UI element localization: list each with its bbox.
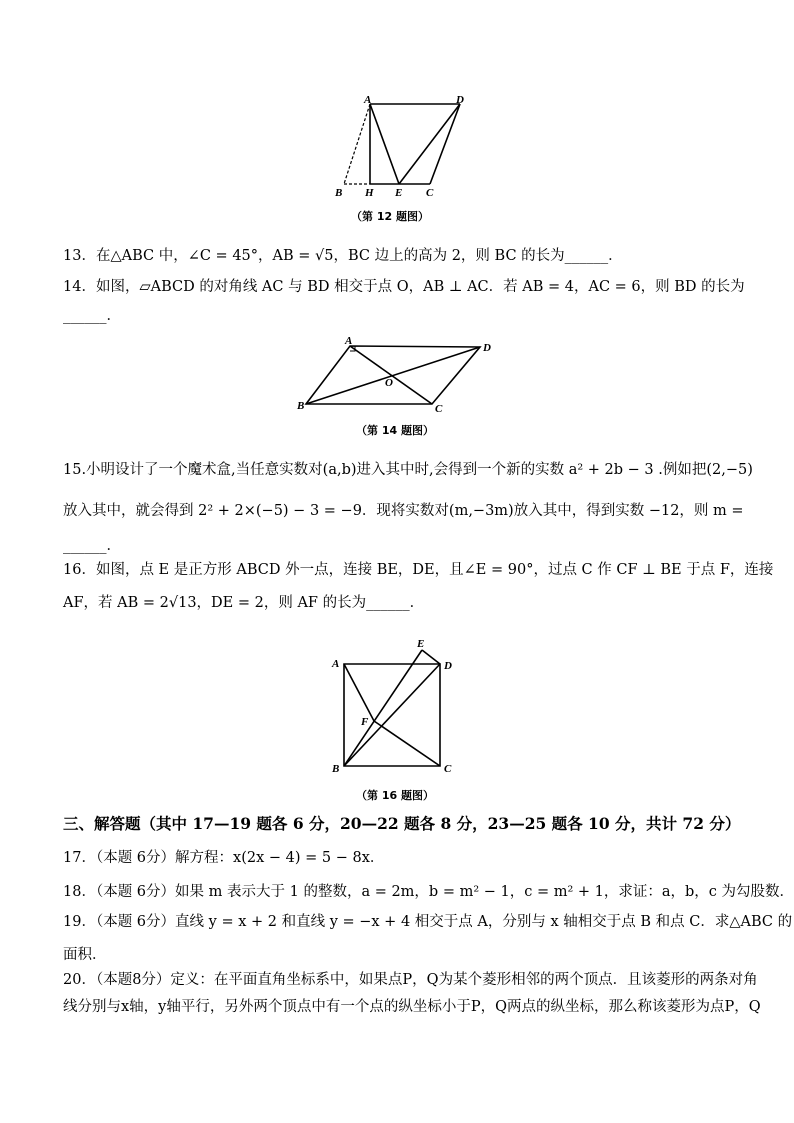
label-A: A: [364, 94, 372, 106]
seg-DE: [399, 104, 460, 184]
label-B: B: [335, 187, 343, 199]
label-B: B: [332, 763, 340, 775]
diagonal-BD: [306, 347, 480, 404]
figure-14: [290, 334, 500, 414]
seg-BE: [344, 650, 422, 766]
caption-fig12: （第 12 题图）: [351, 210, 429, 223]
label-F: F: [361, 716, 369, 728]
label-A: A: [332, 658, 340, 670]
seg-DC: [430, 104, 460, 184]
seg-BD: [344, 664, 440, 766]
caption-fig16: （第 16 题图）: [356, 789, 434, 802]
seg-AB-dashed: [344, 104, 370, 184]
label-C: C: [435, 403, 443, 414]
label-D: D: [456, 94, 464, 106]
figure-12: [320, 94, 480, 204]
diagonal-AC: [350, 346, 432, 404]
question-17: 17．（本题 6分）解方程：x(2x − 4) = 5 − 8x．: [63, 850, 385, 866]
label-B: B: [297, 400, 305, 412]
label-D: D: [483, 342, 491, 354]
label-A: A: [345, 335, 353, 347]
question-20-line2: 线分别与x轴，y轴平行，另外两个顶点中有一个点的纵坐标小于P，Q两点的纵坐标，那么称该菱形为点P，Q: [63, 999, 761, 1015]
question-15-line1: 15.小明设计了一个魔术盒,当任意实数对(a,b)进入其中时,会得到一个新的实数 a² + 2b − 3 .例如把(2,−5): [63, 462, 753, 478]
question-15-line2: 放入其中，就会得到 2² + 2×(−5) − 3 = −9．现将实数对(m,−3m)放入其中，得到实数 −12，则 m =: [63, 503, 744, 519]
label-H: H: [365, 187, 374, 199]
label-O: O: [385, 377, 393, 389]
seg-AE: [370, 104, 399, 184]
caption-fig14: （第 14 题图）: [356, 424, 434, 437]
section-3-heading: 三、解答题（其中 17—19 题各 6 分，20—22 题各 8 分，23—25 题各 10 分，共计 72 分）: [63, 814, 741, 833]
question-14-line1: 14．如图，▱ABCD 的对角线 AC 与 BD 相交于点 O，AB ⊥ AC．若 AB = 4，AC = 6，则 BD 的长为: [63, 279, 745, 295]
label-D: D: [444, 660, 452, 672]
question-20-line1: 20．（本题8分）定义：在平面直角坐标系中，如果点P，Q为某个菱形相邻的两个顶点．且该菱形的两条对角: [63, 972, 758, 988]
label-E: E: [395, 187, 403, 199]
label-C: C: [426, 187, 434, 199]
question-15-line3: ______．: [63, 538, 121, 554]
question-19-line2: 面积．: [63, 947, 107, 963]
question-13: 13．在△ABC 中，∠C = 45°，AB = √5，BC 边上的高为 2，则 BC 的长为______．: [63, 248, 623, 264]
seg-ED: [422, 650, 440, 664]
figure-16: [330, 634, 460, 779]
question-19-line1: 19．（本题 6分）直线 y = x + 2 和直线 y = −x + 4 相交于点 A，分别与 x 轴相交于点 B 和点 C．求△ABC 的: [63, 914, 793, 930]
question-16-line2: AF，若 AB = 2√13，DE = 2，则 AF 的长为______．: [63, 595, 425, 611]
label-C: C: [444, 763, 452, 775]
question-16-line1: 16．如图，点 E 是正方形 ABCD 外一点，连接 BE，DE，且∠E = 90°，过点 C 作 CF ⊥ BE 于点 F，连接: [63, 562, 774, 578]
question-14-line2: ______．: [63, 308, 121, 324]
seg-FC: [374, 721, 440, 766]
seg-AF: [344, 664, 374, 721]
question-18: 18．（本题 6分）如果 m 表示大于 1 的整数，a = 2m，b = m² − 1，c = m² + 1，求证：a，b，c 为勾股数．: [63, 884, 794, 900]
label-E: E: [417, 638, 425, 650]
